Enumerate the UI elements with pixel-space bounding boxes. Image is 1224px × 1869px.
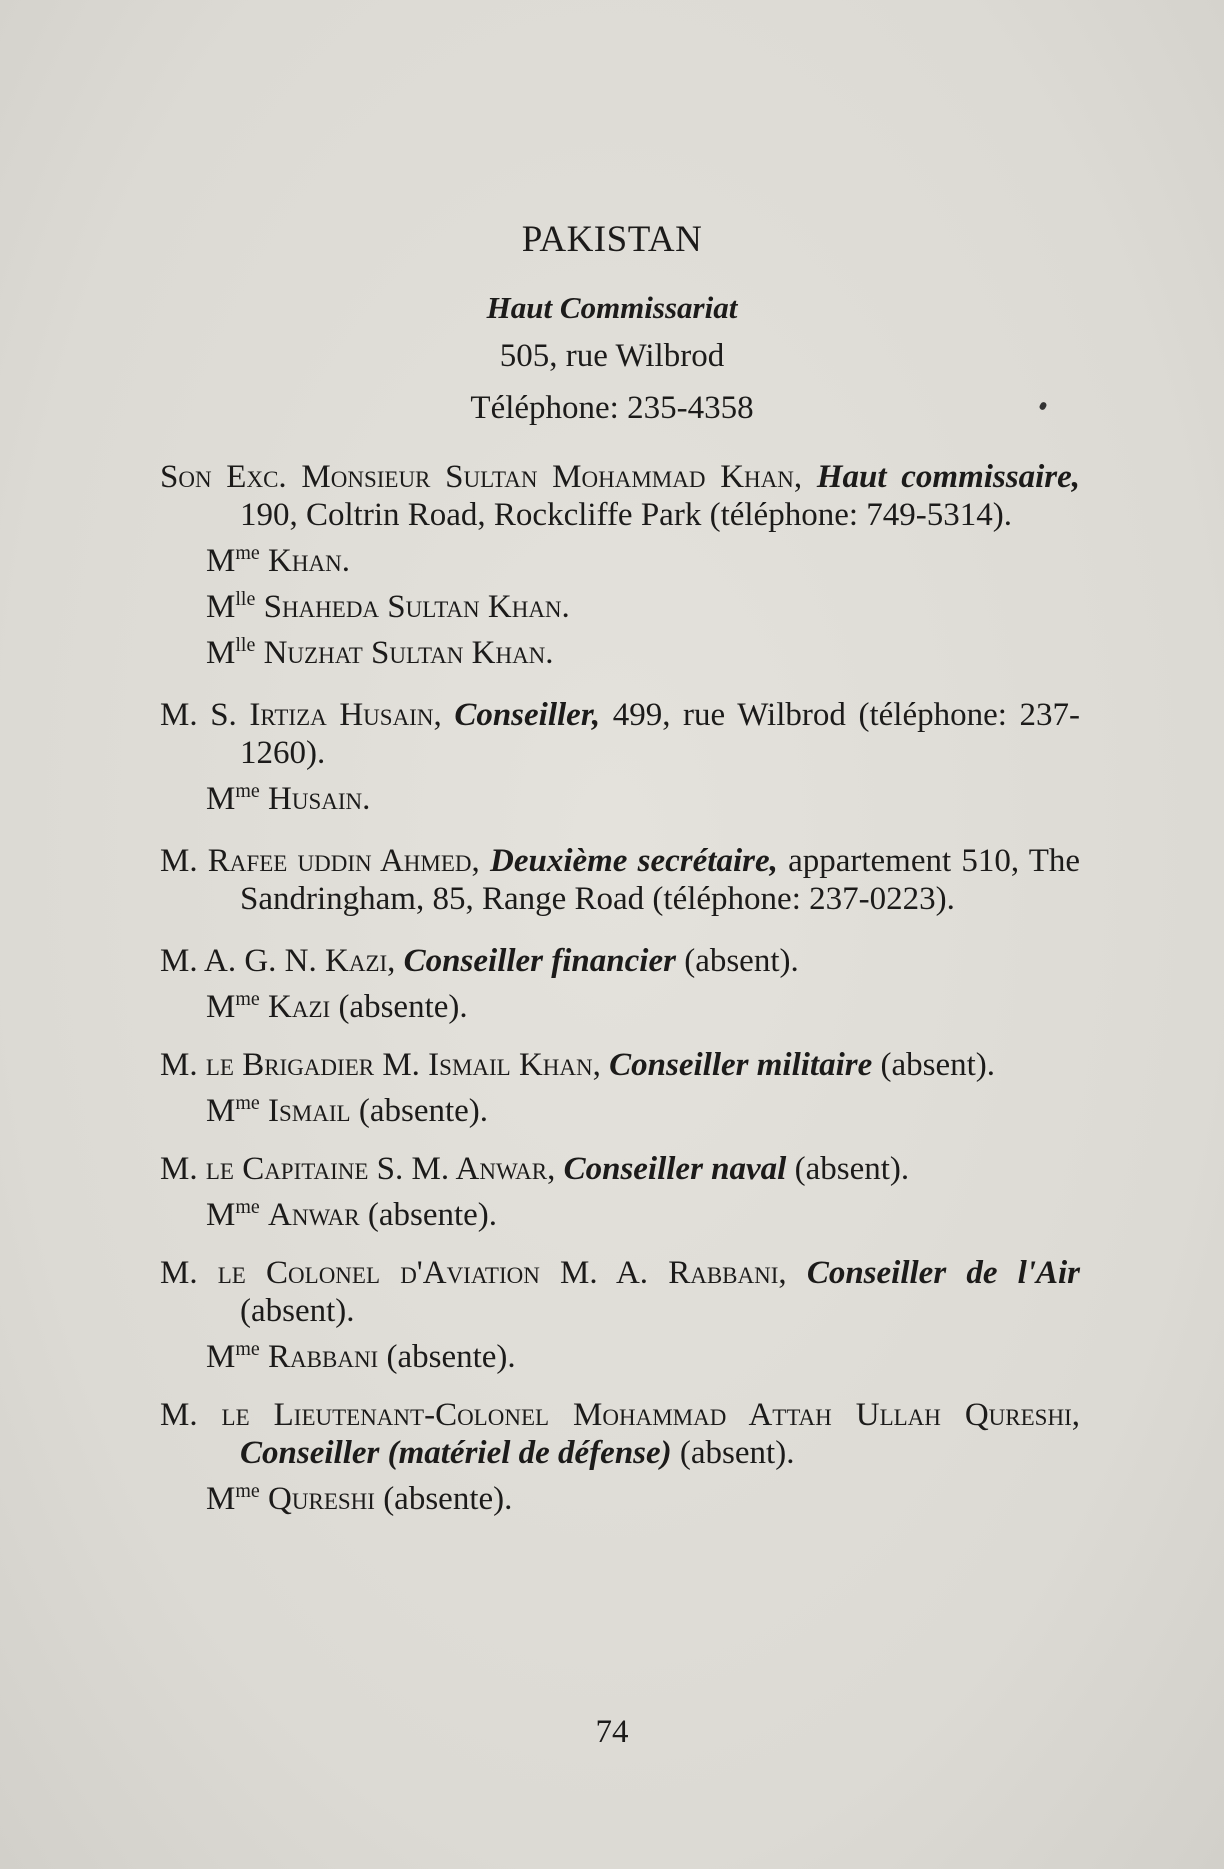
staff-name: M. A. G. N. Kazi, [160,943,396,979]
family-member: $M^{lle}$ Nuzhat Sultan Khan. [206,634,554,671]
family-member: $M^{me}$ Kazi (absente). [206,988,468,1025]
staff-name: M. le Colonel d'Aviation M. A. Rabbani, [160,1255,787,1291]
staff-entry [160,1150,1080,1234]
office-address: 505, rue Wilbrod [499,338,725,374]
staff-title: Conseiller de l'Air [806,1255,1081,1291]
family-member: $M^{me}$ Husain. [206,780,371,817]
staff-details: (absent). [679,1435,795,1471]
staff-title: Conseiller militaire [609,1047,873,1083]
country-heading: PAKISTAN [521,219,703,260]
staff-title: Conseiller (matériel de défense) [240,1435,672,1471]
staff-entry [160,842,1080,918]
office-phone: Téléphone: 235-4358 [470,390,754,426]
staff-title: Conseiller naval [563,1151,787,1187]
staff-details: 190, Coltrin Road, Rockcliffe Park (téléphone: 749-5314). [240,497,1012,533]
staff-entry [160,1254,1080,1376]
staff-details: (absent). [240,1293,355,1329]
staff-entry [160,1396,1080,1518]
staff-name: M. le Brigadier M. Ismail Khan, [160,1047,601,1083]
family-member: $M^{me}$ Qureshi (absente). [206,1480,513,1517]
office-subtitle: Haut Commissariat [486,290,738,325]
family-member: $M^{lle}$ Shaheda Sultan Khan. [206,588,570,625]
staff-name: M. S. Irtiza Husain, [160,697,442,733]
family-member: $M^{me}$ Khan. [206,542,350,579]
staff-entry [160,942,1080,1026]
staff-title: Conseiller financier [403,943,676,979]
staff-title: Haut commissaire, [816,459,1081,495]
staff-details: 499, rue Wilbrod (téléphone: 237-1260). [240,697,1081,771]
staff-entry [160,458,1080,672]
staff-list [160,458,1080,1538]
staff-title: Conseiller, [454,697,601,733]
page-number: 74 [595,1714,629,1750]
staff-details: appartement 510, The Sandringham, 85, Range Road (téléphone: 237-0223). [240,843,1081,917]
staff-name: M. Rafee uddin Ahmed, [160,843,480,879]
staff-details: (absent). [684,943,799,979]
staff-entry [160,696,1080,818]
staff-title: Deuxième secrétaire, [489,843,778,879]
staff-details: (absent). [880,1047,996,1083]
staff-name: M. le Lieutenant-Colonel Mohammad Attah Ullah Qureshi, [160,1397,1080,1433]
staff-name: Son Exc. Monsieur Sultan Mohammad Khan, [160,459,803,495]
staff-entry [160,1046,1080,1130]
staff-details: (absent). [794,1151,910,1187]
staff-name: M. le Capitaine S. M. Anwar, [160,1151,556,1187]
family-member: $M^{me}$ Rabbani (absente). [206,1338,516,1375]
family-member: $M^{me}$ Anwar (absente). [206,1196,498,1233]
family-member: $M^{me}$ Ismail (absente). [206,1092,489,1129]
